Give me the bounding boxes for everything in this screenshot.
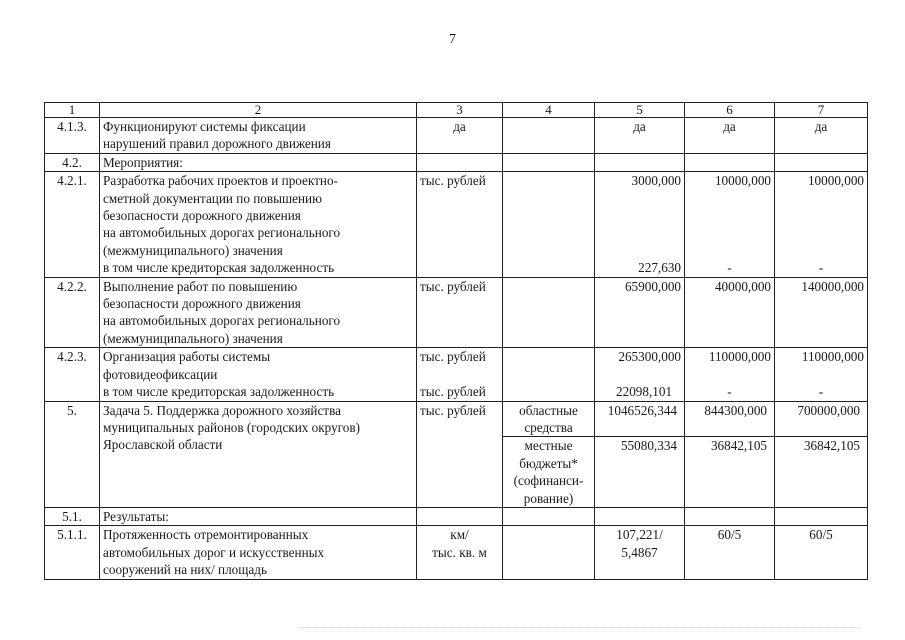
table-row — [45, 172, 868, 277]
header-cell: 7 — [775, 103, 868, 118]
header-row — [45, 103, 868, 118]
value-col5: 107,221/ 5,4867 — [595, 526, 685, 579]
value-col6: 40000,000 — [685, 277, 775, 348]
header-cell: 3 — [417, 103, 503, 118]
value-col5: 3000,000 227,630 — [595, 172, 685, 277]
value-col6: 844300,000 36842,105 — [685, 401, 775, 507]
row-number: 4.1.3. — [45, 118, 100, 154]
value-col6: да — [685, 118, 775, 154]
header-cell: 2 — [100, 103, 417, 118]
row-number: 5.1.1. — [45, 526, 100, 579]
row-number: 4.2.2. — [45, 277, 100, 348]
table-row — [45, 507, 868, 525]
row-unit: км/ тыс. кв. м — [417, 526, 503, 579]
row-source — [503, 526, 595, 579]
value-col7: 10000,000 - — [775, 172, 868, 277]
row-name: Функционируют системы фиксации нарушений правил дорожного движения — [100, 118, 417, 154]
row-unit: да — [417, 118, 503, 154]
row-unit: тыс. рублей — [417, 277, 503, 348]
row-unit: тыс. рублей — [417, 172, 503, 277]
table-row — [45, 153, 868, 171]
scan-artifact — [300, 627, 860, 632]
row-number: 4.2.1. — [45, 172, 100, 277]
row-number: 5.1. — [45, 507, 100, 525]
row-name: Мероприятия: — [100, 153, 417, 171]
value-col5: 65900,000 — [595, 277, 685, 348]
table-row — [45, 277, 868, 348]
row-name: Организация работы системы фотовидеофиксации в том числе кредиторская задолженность — [100, 348, 417, 401]
value-col5: 265300,000 22098,101 — [595, 348, 685, 401]
row-name: Разработка рабочих проектов и проектно- сметной документации по повышению безопасности дорожного движения на автомобильных дорогах регионального (межмуниципального) значения в том числе кредиторская задолженность — [100, 172, 417, 277]
row-unit: тыс. рублей тыс. рублей — [417, 348, 503, 401]
table-row — [45, 348, 868, 401]
row-unit: тыс. рублей — [417, 401, 503, 507]
value-col6: 110000,000 - — [685, 348, 775, 401]
row-name: Задача 5. Поддержка дорожного хозяйства муниципальных районов (городских округов) Ярославской области — [100, 401, 417, 507]
row-number: 5. — [45, 401, 100, 507]
row-source — [503, 172, 595, 277]
row-source — [503, 118, 595, 154]
row-number: 4.2.3. — [45, 348, 100, 401]
row-name: Результаты: — [100, 507, 417, 525]
header-cell: 1 — [45, 103, 100, 118]
value-col7: 700000,000 36842,105 — [775, 401, 868, 507]
header-cell: 4 — [503, 103, 595, 118]
value-col7: да — [775, 118, 868, 154]
header-cell: 6 — [685, 103, 775, 118]
table-row — [45, 526, 868, 579]
value-col7: 60/5 — [775, 526, 868, 579]
header-cell: 5 — [595, 103, 685, 118]
page-number: 7 — [449, 32, 456, 47]
row-source — [503, 277, 595, 348]
value-col7: 110000,000 - — [775, 348, 868, 401]
value-col5: 1046526,344 55080,334 — [595, 401, 685, 507]
row-name: Протяженность отремонтированных автомобильных дорог и искусственных сооружений на них/ площадь — [100, 526, 417, 579]
row-source: областные средства местные бюджеты* (софинанси- рование) — [503, 401, 595, 507]
row-name: Выполнение работ по повышению безопасности дорожного движения на автомобильных дорогах регионального (межмуниципального) значения — [100, 277, 417, 348]
row-number: 4.2. — [45, 153, 100, 171]
table-row — [45, 118, 868, 154]
value-col6: 60/5 — [685, 526, 775, 579]
plan-table — [44, 102, 868, 580]
value-col5: да — [595, 118, 685, 154]
value-col6: 10000,000 - — [685, 172, 775, 277]
value-col7: 140000,000 — [775, 277, 868, 348]
row-source — [503, 348, 595, 401]
table-row — [45, 401, 868, 507]
